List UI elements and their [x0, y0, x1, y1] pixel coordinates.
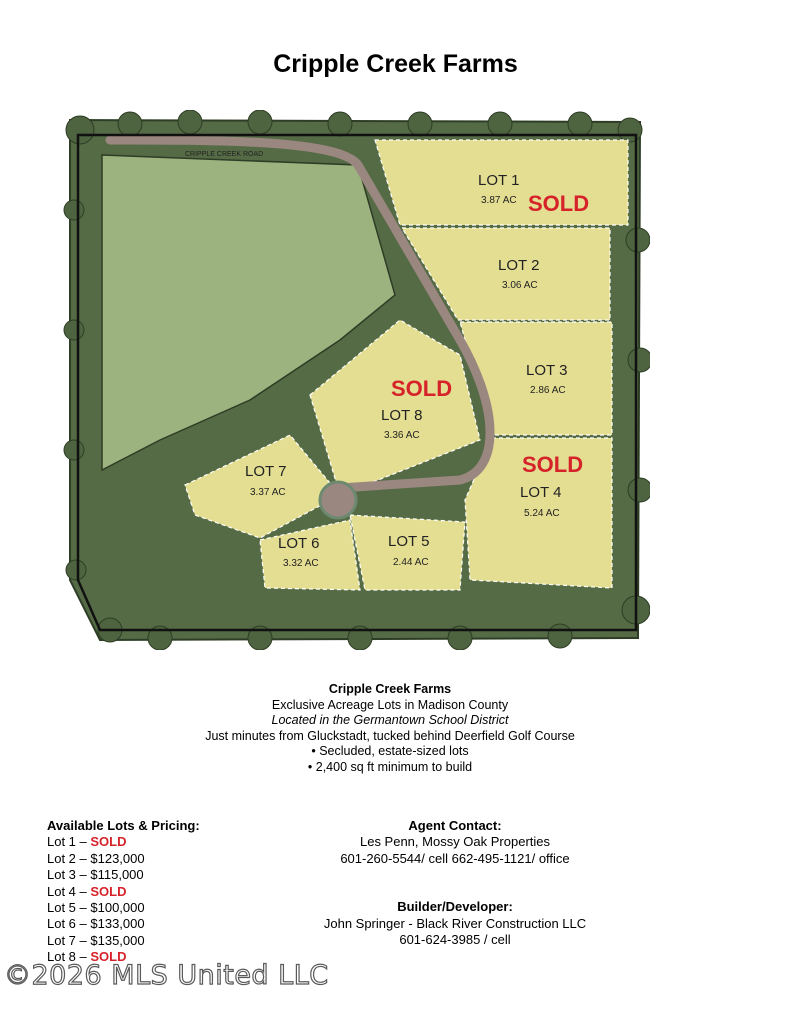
description-line-2: Located in the Germantown School District	[271, 713, 509, 727]
page-title: Cripple Creek Farms	[273, 50, 518, 78]
pricing-item	[47, 933, 277, 949]
lot-1-acres: 3.87 AC	[481, 195, 517, 206]
pricing-item	[47, 834, 277, 850]
lot-7-acres: 3.37 AC	[250, 487, 286, 498]
description-heading: Cripple Creek Farms	[328, 682, 452, 696]
pricing-lot-label: Lot 8 –	[47, 949, 91, 965]
lot-8-label: LOT 8	[381, 407, 423, 424]
pricing-price: $133,000	[90, 916, 145, 932]
pricing-item	[47, 851, 277, 867]
agent-heading: Agent Contact:	[408, 818, 502, 833]
pricing-lot-label: Lot 7 –	[47, 932, 91, 948]
builder-phone: 601-624-3985 / cell	[399, 932, 511, 948]
agent-phones: 601-260-5544/ cell 662-495-1121/ office	[340, 850, 570, 866]
description-bullet-2: • 2,400 sq ft minimum to build	[307, 759, 473, 774]
pricing-price: $123,000	[90, 850, 145, 866]
lot-5-label: LOT 5	[388, 533, 430, 550]
lot-5-parcel	[350, 515, 465, 590]
pricing-price: $115,000	[90, 867, 144, 883]
description-block	[140, 682, 640, 775]
lot-8-acres: 3.36 AC	[384, 430, 420, 441]
lot-8-sold: SOLD	[391, 376, 453, 401]
pricing-sold-status: SOLD	[90, 949, 127, 965]
watermark: ©2026 MLS United LLC	[4, 960, 329, 991]
description-line-1: Exclusive Acreage Lots in Madison County	[271, 697, 509, 712]
pricing-list	[47, 818, 277, 966]
lot-4-sold: SOLD	[522, 452, 584, 477]
lot-2-label: LOT 2	[498, 257, 540, 274]
contact-block	[300, 818, 610, 948]
road-label: CRIPPLE CREEK ROAD	[185, 151, 264, 158]
pricing-lot-label: Lot 4 –	[47, 883, 91, 899]
agent-name: Les Penn, Mossy Oak Properties	[359, 834, 551, 850]
pricing-item	[47, 900, 277, 916]
plat-map	[40, 110, 650, 650]
pricing-price: $100,000	[90, 900, 145, 916]
lot-3-label: LOT 3	[526, 362, 568, 379]
pricing-lot-label: Lot 6 –	[47, 916, 91, 932]
lot-7-label: LOT 7	[245, 463, 287, 480]
pricing-lot-label: Lot 2 –	[47, 850, 91, 866]
lot-3-acres: 2.86 AC	[530, 385, 566, 396]
pricing-heading: Available Lots & Pricing:	[47, 818, 200, 833]
pricing-sold-status: SOLD	[90, 883, 127, 899]
description-bullet-1: • Secluded, estate-sized lots	[311, 744, 469, 758]
builder-heading: Builder/Developer:	[397, 899, 513, 915]
pricing-lot-label: Lot 3 –	[47, 867, 91, 883]
lot-4-acres: 5.24 AC	[524, 508, 560, 519]
lot-6-acres: 3.32 AC	[283, 558, 319, 569]
description-line-3: Just minutes from Gluckstadt, tucked behind Deerfield Golf Course	[205, 728, 575, 743]
builder-name: John Springer - Black River Construction LLC	[323, 915, 587, 931]
lot-1-label: LOT 1	[478, 172, 520, 189]
lot-1-sold: SOLD	[528, 191, 590, 216]
pricing-item	[47, 867, 277, 883]
pricing-lot-label: Lot 5 –	[47, 900, 91, 916]
lot-2-acres: 3.06 AC	[502, 280, 538, 291]
lot-5-acres: 2.44 AC	[393, 557, 429, 568]
lot-6-label: LOT 6	[278, 535, 320, 552]
cul-de-sac	[320, 482, 356, 518]
lot-4-label: LOT 4	[520, 484, 562, 501]
pricing-item	[47, 884, 277, 900]
pricing-lot-label: Lot 1 –	[47, 834, 91, 850]
pricing-sold-status: SOLD	[90, 834, 127, 850]
pricing-item	[47, 916, 277, 932]
pricing-price: $135,000	[90, 932, 145, 948]
